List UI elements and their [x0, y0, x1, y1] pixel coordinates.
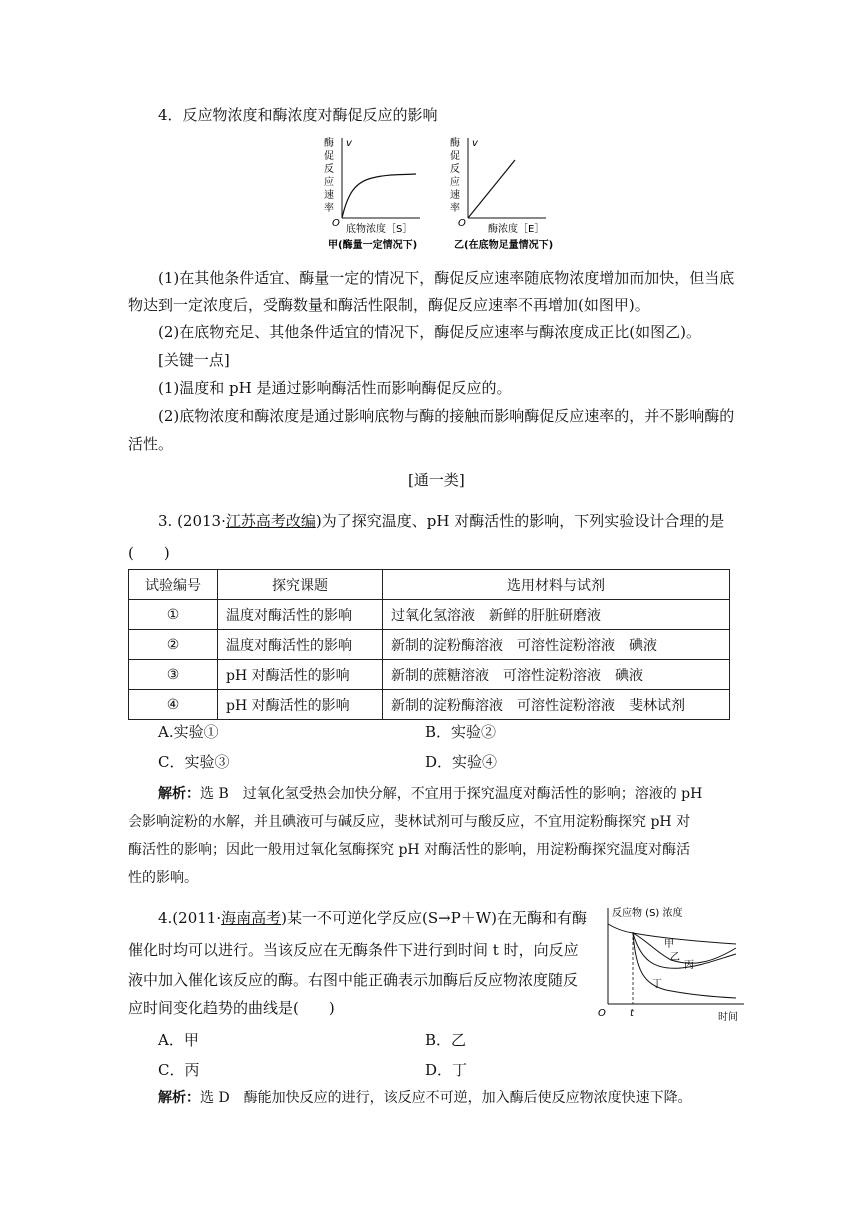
q4-chart-xlabel: 时间	[718, 1012, 738, 1023]
table-cell: pH 对酶活性的影响	[218, 690, 383, 720]
table-row	[129, 600, 730, 630]
question-4-stem-line-2: 催化时均可以进行。当该反应在无酶条件下进行到时间 t 时，向反应	[128, 941, 579, 959]
chart-a-v-label: v	[346, 138, 352, 149]
table-cell: ②	[129, 630, 218, 660]
q4-chart-t-label: t	[630, 1008, 634, 1019]
q3-analysis-line-3: 酶活性的影响；因此一般用过氧化氢酶探究 pH 对酶活性的影响，用淀粉酶探究温度对酶活	[128, 842, 691, 858]
table-row	[129, 690, 730, 720]
q4-option-c[interactable]: C．丙	[158, 1061, 200, 1079]
question-3-stem	[158, 511, 724, 531]
table-cell: ①	[129, 600, 218, 630]
table-cell: ④	[129, 690, 218, 720]
table-header-cell: 试验编号	[129, 570, 218, 600]
table-cell: 温度对酶活性的影响	[218, 600, 383, 630]
key-point-1: (1)温度和 pH 是通过影响酶活性而影响酶促反应的。	[158, 379, 512, 397]
q4-prefix: 4.(2011·	[158, 909, 222, 927]
q3-analysis-label: 解析：	[158, 786, 200, 802]
table-cell: ③	[129, 660, 218, 690]
question-4-stem-line-4: 应时间变化趋势的曲线是( )	[128, 999, 335, 1017]
chart-a-caption: 甲(酶量一定情况下)	[328, 240, 418, 251]
table-header-row	[129, 570, 730, 600]
table-row	[129, 660, 730, 690]
q3-option-a[interactable]: A.实验①	[158, 723, 219, 741]
chart-b-origin: O	[458, 218, 466, 229]
table-row	[129, 630, 730, 660]
q4-option-a[interactable]: A．甲	[158, 1031, 199, 1049]
q3-option-c[interactable]: C．实验③	[158, 753, 230, 771]
enzyme-rate-figure	[310, 132, 580, 254]
curve-label-ding: 丁	[652, 979, 662, 990]
key-point-2-line-1: (2)底物浓度和酶浓度是通过影响底物与酶的接触而影响酶促反应速率的，并不影响酶的	[158, 407, 735, 425]
q4-analysis-text: 选 D 酶能加快反应的进行，该反应不可逆，加入酶后使反应物浓度快速下降。	[200, 1090, 692, 1106]
chart-b-caption: 乙(在底物足量情况下)	[454, 240, 554, 251]
chart-b-line	[468, 160, 515, 218]
chart-enzyme-concentration	[450, 136, 553, 251]
q3-analysis-line-1	[158, 784, 702, 804]
q3-option-b[interactable]: B．实验②	[425, 723, 497, 741]
table-header-cell: 探究课题	[218, 570, 383, 600]
question-4-stem-line-3: 液中加入催化该反应的酶。右图中能正确表示加酶后反应物浓度随反	[128, 971, 579, 989]
q4-option-d[interactable]: D．丁	[425, 1061, 468, 1079]
q3-analysis-line-4: 性的影响。	[128, 870, 198, 886]
chart-substrate-concentration	[324, 136, 420, 251]
table-cell: 温度对酶活性的影响	[218, 630, 383, 660]
q4-analysis-label: 解析：	[158, 1090, 200, 1106]
curve-label-bing: 丙	[684, 960, 694, 971]
curve-label-jia: 甲	[664, 939, 674, 950]
question-4-stem-line-1	[158, 908, 587, 928]
q3-source: 江苏高考改编	[225, 512, 316, 530]
q3-prefix: 3. (2013·	[158, 512, 226, 530]
chart-a-curve	[342, 174, 416, 218]
q3-option-d[interactable]: D．实验④	[425, 753, 498, 771]
chart-a-origin: O	[332, 218, 340, 229]
chart-b-v-label: v	[472, 138, 478, 149]
q4-option-b[interactable]: B．乙	[425, 1031, 467, 1049]
table-cell: 新制的蔗糖溶液 可溶性淀粉溶液 碘液	[383, 660, 730, 690]
table-cell: 新制的淀粉酶溶液 可溶性淀粉溶液 碘液	[383, 630, 730, 660]
table-cell: 过氧化氢溶液 新鲜的肝脏研磨液	[383, 600, 730, 630]
section-title: 4．反应物浓度和酶浓度对酶促反应的影响	[158, 106, 438, 124]
experiment-table	[128, 569, 730, 720]
paragraph-1-line-1: (1)在其他条件适宜、酶量一定的情况下，酶促反应速率随底物浓度增加而加快，但当底	[158, 269, 735, 287]
chart-b-ylabel: 酶促反应速率	[450, 138, 460, 214]
table-cell: pH 对酶活性的影响	[218, 660, 383, 690]
chart-a-ylabel: 酶促反应速率	[324, 138, 334, 214]
section-heading: [通一类]	[408, 471, 465, 489]
table-header-cell: 选用材料与试剂	[383, 570, 730, 600]
paragraph-2: (2)在底物充足、其他条件适宜的情况下，酶促反应速率与酶浓度成正比(如图乙)。	[158, 323, 701, 341]
q4-source: 海南高考	[221, 909, 282, 927]
curve-label-yi: 乙	[670, 952, 680, 963]
q3-stem-rest: )为了探究温度、pH 对酶活性的影响，下列实验设计合理的是	[315, 512, 725, 530]
key-point-2-line-2: 活性。	[128, 435, 174, 453]
q3-analysis-text: 选 B 过氧化氢受热会加快分解，不宜用于探究温度对酶活性的影响；溶液的 pH	[200, 786, 703, 802]
chart-b-xlabel: 酶浓度［E］	[488, 224, 545, 235]
table-cell: 新制的淀粉酶溶液 可溶性淀粉溶液 斐林试剂	[383, 690, 730, 720]
q3-answer-paren: ( )	[128, 544, 170, 562]
q4-chart-ylabel: 反应物 (S) 浓度	[612, 908, 683, 919]
q4-chart-origin: O	[598, 1008, 606, 1019]
key-point-title: [关键一点]	[158, 351, 230, 369]
q4-analysis	[158, 1088, 692, 1108]
q4-stem-rest: )某一不可逆化学反应(S→P＋W)在无酶和有酶	[281, 909, 588, 927]
reactant-concentration-chart	[596, 902, 756, 1024]
q3-analysis-line-2: 会影响淀粉的水解，并且碘液可与碱反应，斐林试剂可与酸反应，不宜用淀粉酶探究 pH 对	[128, 814, 691, 830]
chart-a-xlabel: 底物浓度［S］	[346, 224, 413, 235]
paragraph-1-line-2: 物达到一定浓度后，受酶数量和酶活性限制，酶促反应速率不再增加(如图甲)。	[128, 296, 650, 314]
